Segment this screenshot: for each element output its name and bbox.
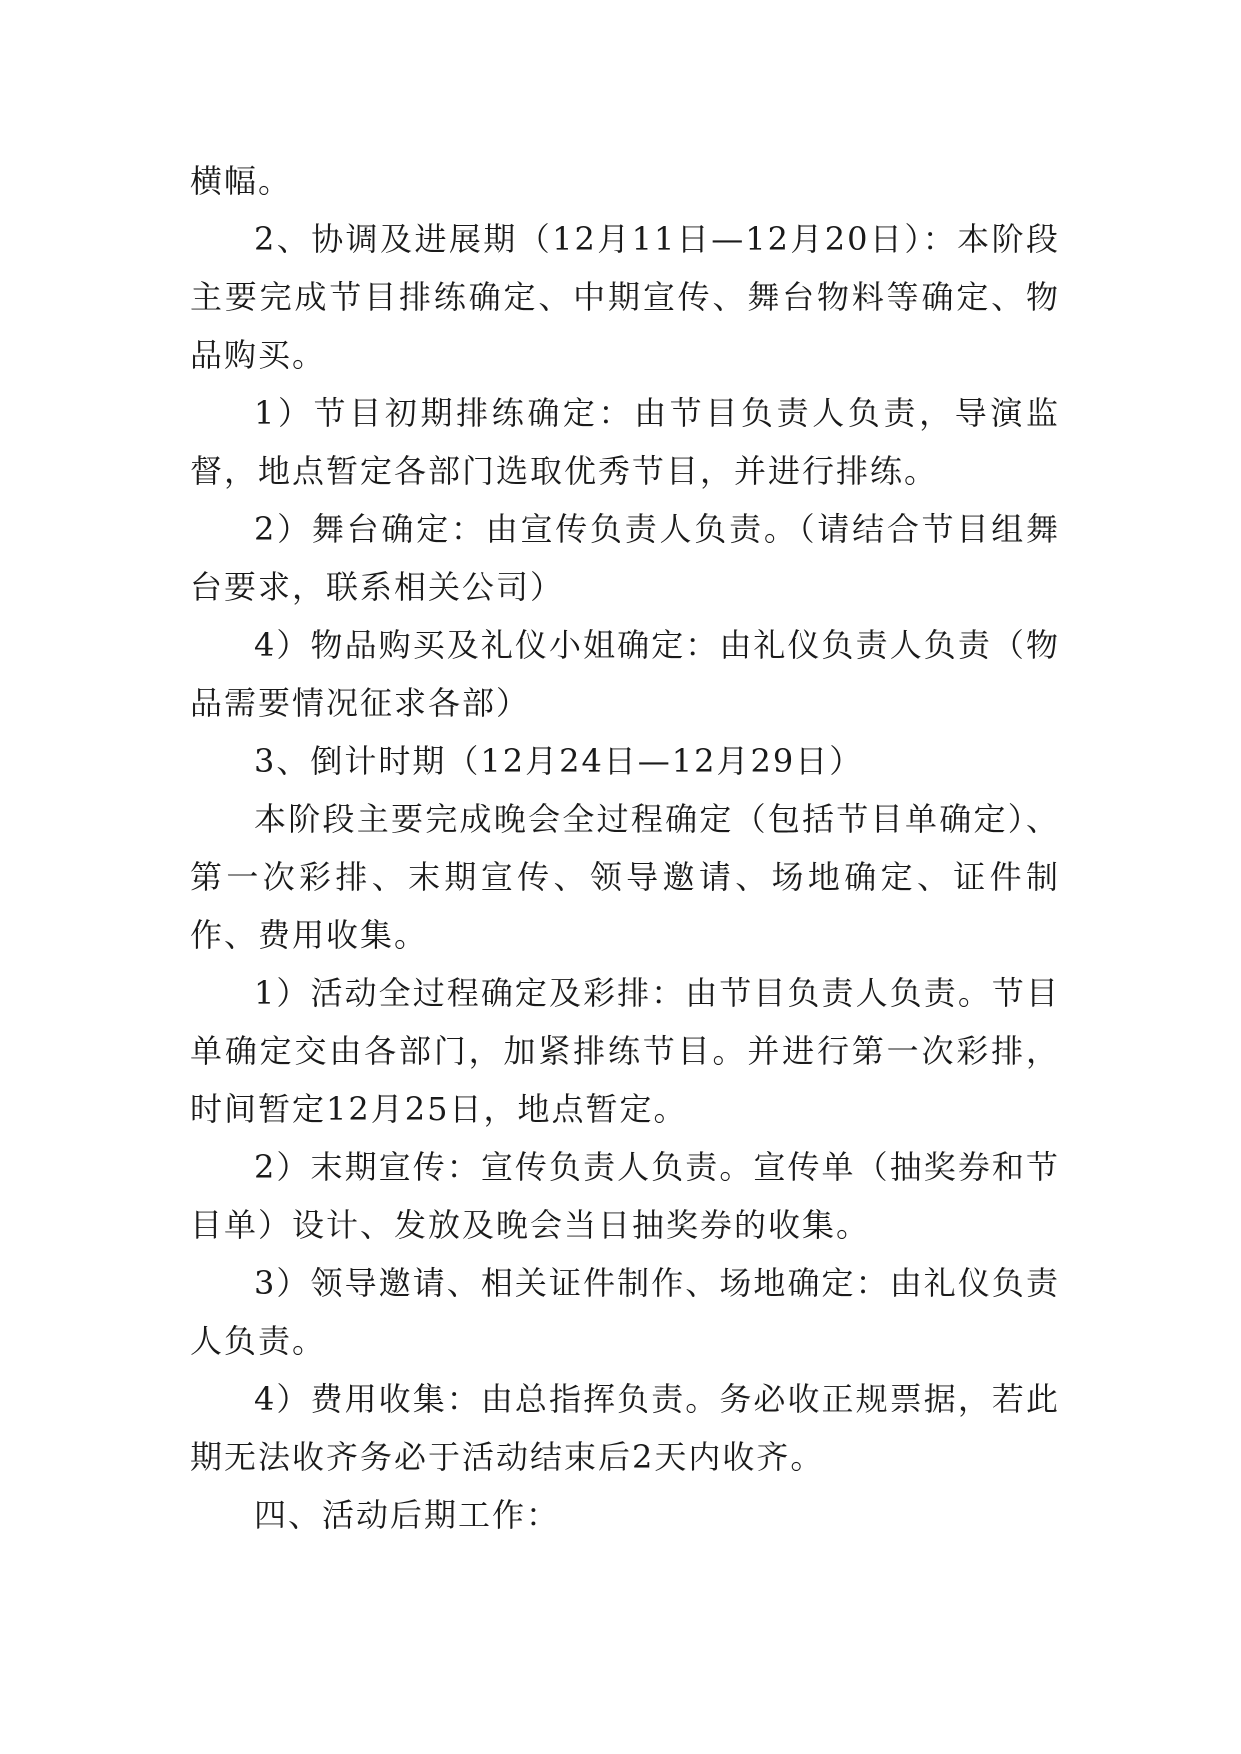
paragraph-countdown-phase: 3、倒计时期（12月24日—12月29日）: [254, 742, 864, 780]
paragraph-full-process-rehearsal: 1）活动全过程确定及彩排：由节目负责人负责。节目单确定交由各部门，加紧排练节目。并进行第一次彩排，时间暂定12月25日，地点暂定。: [190, 974, 1060, 1128]
paragraph-coordination-phase: 2、协调及进展期（12月11日—12月20日）：本阶段主要完成节目排练确定、中期宣传、舞台物料等确定、物品购买。: [190, 220, 1060, 374]
paragraph-fee-collection: 4）费用收集：由总指挥负责。务必收正规票据，若此期无法收齐务必于活动结束后2天内收齐。: [190, 1380, 1060, 1476]
paragraph-item-purchase: 4）物品购买及礼仪小姐确定：由礼仪负责人负责（物品需要情况征求各部）: [190, 626, 1060, 722]
paragraph-post-event-heading: 四、活动后期工作：: [254, 1496, 561, 1534]
paragraph-countdown-tasks: 本阶段主要完成晚会全过程确定（包括节目单确定）、第一次彩排、末期宣传、领导邀请、场地确定、证件制作、费用收集。: [190, 800, 1060, 954]
paragraph-banner: 横幅。: [190, 162, 293, 200]
paragraph-stage-confirm: 2）舞台确定：由宣传负责人负责。（请结合节目组舞台要求，联系相关公司）: [190, 510, 1060, 606]
paragraph-final-publicity: 2）末期宣传：宣传负责人负责。宣传单（抽奖券和节目单）设计、发放及晚会当日抽奖券的收集。: [190, 1148, 1060, 1244]
paragraph-program-rehearsal: 1）节目初期排练确定：由节目负责人负责，导演监督，地点暂定各部门选取优秀节目，并进行排练。: [190, 394, 1060, 490]
paragraph-leader-invitation: 3）领导邀请、相关证件制作、场地确定：由礼仪负责人负责。: [190, 1264, 1060, 1360]
document-body: [190, 152, 1060, 1544]
